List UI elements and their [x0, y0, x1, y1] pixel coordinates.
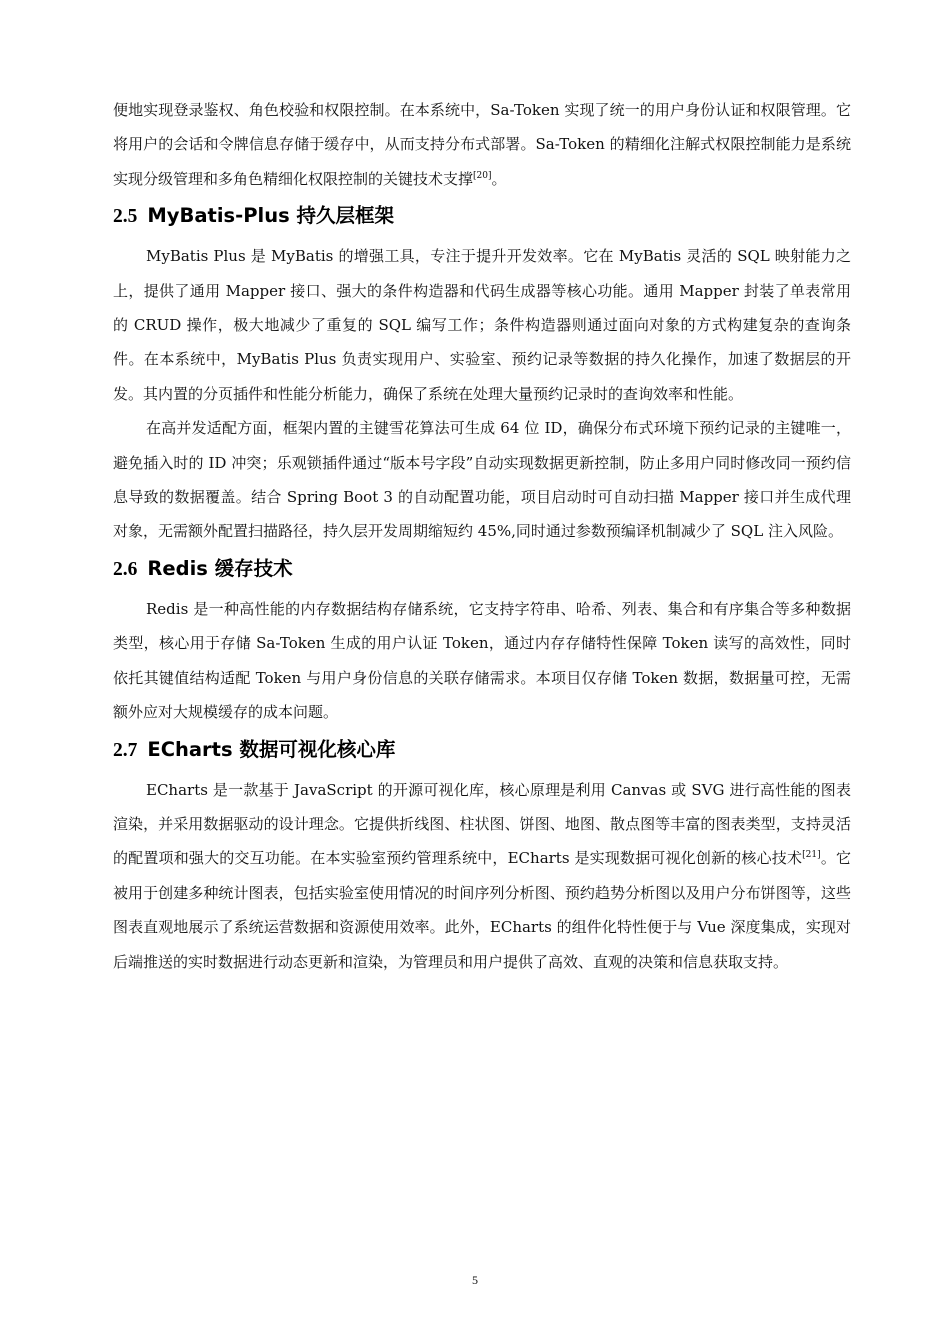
citation-20: [20] — [473, 170, 492, 181]
citation-21: [21] — [802, 850, 821, 861]
section-2-5-paragraph-2: 在高并发适配方面，框架内置的主键雪花算法可生成 64 位 ID，确保分布式环境下预约记录的主键唯一，避免插入时的 ID 冲突；乐观锁插件通过“版本号字段”自动实现数据更新控制，防止多用户同时修改同一预约信息导致的数据覆盖。结合 Spring Boot 3 的自动配置功能，项目启动时可自动扫描 Mapper 接口并生成代理对象，无需额外配置扫描路径，持久层开发周期缩短约 45%,同时通过参数预编译机制减少了 SQL 注入风险。 — [113, 419, 851, 541]
section-2-5-paragraph-1: MyBatis Plus 是 MyBatis 的增强工具，专注于提升开发效率。它在 MyBatis 灵活的 SQL 映射能力之上，提供了通用 Mapper 接口、强大的条件构造器和代码生成器等核心功能。通用 Mapper 封装了单表常用的 CRUD 操作，极大地减少了重复的 SQL 编写工作；条件构造器则通过面向对象的方式构建复杂的查询条件。在本系统中，MyBatis Plus 负责实现用户、实验室、预约记录等数据的持久化操作，加速了数据层的开发。其内置的分页插件和性能分析能力，确保了系统在处理大量预约记录时的查询效率和性能。 — [113, 247, 851, 403]
section-title: ECharts 数据可视化核心库 — [147, 737, 396, 761]
section-2-7-text-b: 。它被用于创建多种统计图表，包括实验室使用情况的时间序列分析图、预约趋势分析图以及用户分布饼图等，这些图表直观地展示了系统运营数据和资源使用效率。此外，ECharts 的组件化特性便于与 Vue 深度集成，实现对后端推送的实时数据进行动态更新和渲染，为管理员和用户提供了高效、直观的决策和信息获取支持。 — [113, 849, 851, 971]
intro-paragraph — [113, 93, 851, 196]
section-title: MyBatis-Plus 持久层框架 — [147, 204, 394, 228]
section-2-7-text-a: ECharts 是一款基于 JavaScript 的开源可视化库，核心原理是利用 Canvas 或 SVG 进行高性能的图表渲染，并采用数据驱动的设计理念。它提供折线图、柱状图、饼图、地图、散点图等丰富的图表类型，支持灵活的配置项和强大的交互功能。在本实验室预约管理系统中，ECharts 是实现数据可视化创新的核心技术 — [113, 780, 851, 868]
page-number: 5 — [472, 1273, 478, 1287]
section-number: 2.6 — [113, 558, 138, 580]
section-heading-2-5 — [113, 200, 851, 233]
section-number: 2.7 — [113, 739, 138, 761]
section-heading-2-6 — [113, 553, 851, 586]
section-2-7-paragraph-1 — [113, 773, 851, 979]
section-heading-2-7 — [113, 734, 851, 767]
page-content — [113, 93, 851, 979]
section-number: 2.5 — [113, 206, 138, 228]
intro-end: 。 — [491, 169, 507, 188]
section-title: Redis 缓存技术 — [147, 556, 293, 580]
section-2-6-paragraph-1: Redis 是一种高性能的内存数据结构存储系统，它支持字符串、哈希、列表、集合和有序集合等多种数据类型，核心用于存储 Sa-Token 生成的用户认证 Token，通过内存存储特性保障 Token 读写的高效性，同时依托其键值结构适配 Token 与用户身份信息的关联存储需求。本项目仅存储 Token 数据，数据量可控，无需额外应对大规模缓存的成本问题。 — [113, 599, 851, 722]
intro-text: 便地实现登录鉴权、角色校验和权限控制。在本系统中，Sa-Token 实现了统一的用户身份认证和权限管理。它将用户的会话和令牌信息存储于缓存中，从而支持分布式部署。Sa-Token 的精细化注解式权限控制能力是系统实现分级管理和多角色精细化权限控制的关键技术支撑 — [113, 101, 851, 188]
